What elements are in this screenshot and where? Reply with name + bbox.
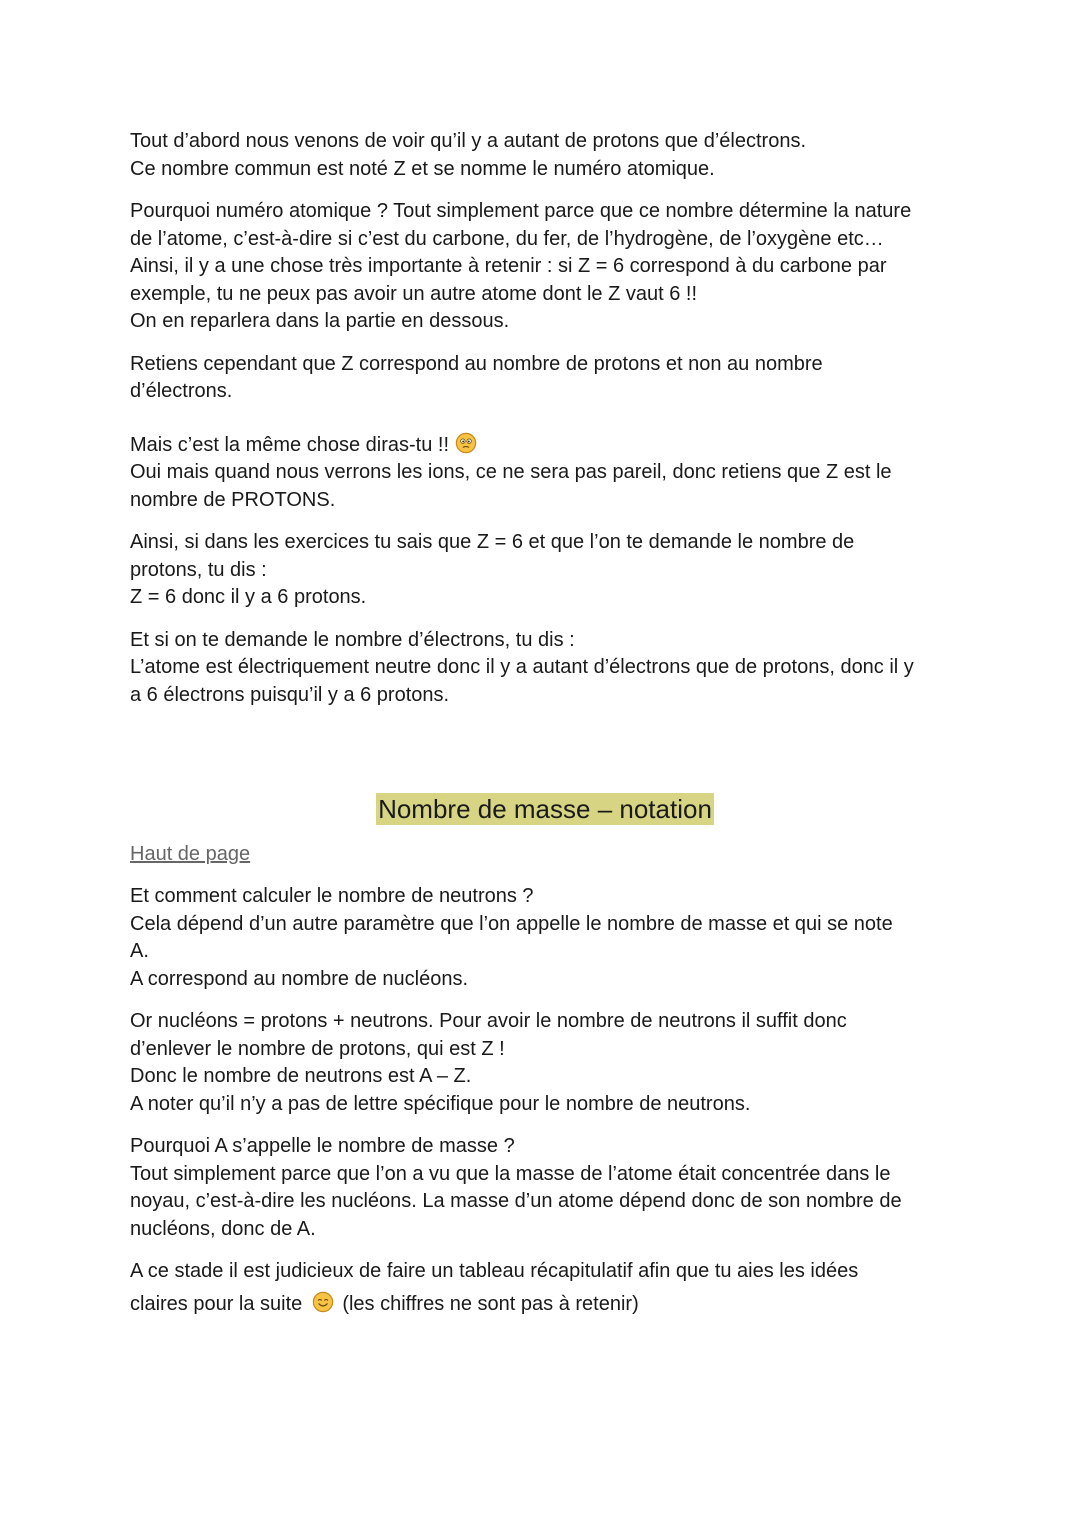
text-line: Ainsi, il y a une chose très importante à retenir : si Z = 6 correspond à du carbone par xyxy=(130,255,887,277)
paragraph-z-protons xyxy=(130,351,960,406)
text-line: claires pour la suite xyxy=(130,1292,303,1315)
text-line: Pourquoi A s’appelle le nombre de masse ? xyxy=(130,1135,515,1157)
smiling-face-icon xyxy=(312,1291,334,1313)
text-line: L’atome est électriquement neutre donc il y a autant d’électrons que de protons, donc il y xyxy=(130,656,914,678)
paragraph-same-thing xyxy=(130,432,960,515)
text-line: nombre de PROTONS. xyxy=(130,488,336,511)
text-line: A noter qu’il n’y a pas de lettre spécifique pour le nombre de neutrons. xyxy=(130,1092,751,1115)
text-line: Et si on te demande le nombre d’électrons, tu dis : xyxy=(130,628,575,651)
paragraph-exercise-protons xyxy=(130,529,960,612)
text-line: Retiens cependant que Z correspond au nombre de protons et non au nombre xyxy=(130,352,823,375)
section-heading-wrapper xyxy=(130,793,960,825)
paragraph-atomic-number-intro xyxy=(130,128,960,183)
paragraph-neutrons-question xyxy=(130,883,960,993)
paragraph-why-atomic-number xyxy=(130,198,960,336)
text-line: On en reparlera dans la partie en dessous. xyxy=(130,310,510,332)
confused-face-icon xyxy=(455,432,477,454)
text-line: Or nucléons = protons + neutrons. Pour avoir le nombre de neutrons il suffit donc xyxy=(130,1010,847,1032)
text-line: Tout simplement parce que l’on a vu que la masse de l’atome était concentrée dans le xyxy=(130,1162,891,1185)
text-line: d’enlever le nombre de protons, qui est Z ! xyxy=(130,1037,505,1060)
top-of-page-link[interactable]: Haut de page xyxy=(130,843,251,865)
text-line: de l’atome, c’est-à-dire si c’est du carbone, du fer, de l’hydrogène, de l’oxygène etc… xyxy=(130,227,884,250)
text-line: Pourquoi numéro atomique ? Tout simplement parce que ce nombre détermine la nature xyxy=(130,200,912,222)
text-line: Ainsi, si dans les exercices tu sais que Z = 6 et que l’on te demande le nombre de xyxy=(130,531,855,553)
paragraph-nucleons xyxy=(130,1008,960,1118)
text-line: Donc le nombre de neutrons est A – Z. xyxy=(130,1065,472,1087)
document-page xyxy=(130,128,960,1337)
text-line: exemple, tu ne peux pas avoir un autre atome dont le Z vaut 6 !! xyxy=(130,282,698,305)
text-line: nucléons, donc de A. xyxy=(130,1217,316,1240)
text-line: Oui mais quand nous verrons les ions, ce ne sera pas pareil, donc retiens que Z est le xyxy=(130,461,892,483)
paragraph-summary-table xyxy=(130,1258,960,1322)
text-line: Z = 6 donc il y a 6 protons. xyxy=(130,586,367,608)
paragraph-exercise-electrons xyxy=(130,627,960,710)
text-line: a 6 électrons puisqu’il y a 6 protons. xyxy=(130,683,450,706)
text-line: Cela dépend d’un autre paramètre que l’on appelle le nombre de masse et qui se note xyxy=(130,912,893,935)
text-line: Mais c’est la même chose diras-tu !! xyxy=(130,433,449,456)
text-line: Et comment calculer le nombre de neutrons ? xyxy=(130,885,534,907)
text-line: d’électrons. xyxy=(130,380,233,402)
text-line: Tout d’abord nous venons de voir qu’il y a autant de protons que d’électrons. xyxy=(130,130,806,152)
text-line: A ce stade il est judicieux de faire un tableau récapitulatif afin que tu aies les idées xyxy=(130,1260,859,1282)
text-line: protons, tu dis : xyxy=(130,558,267,581)
text-line: A correspond au nombre de nucléons. xyxy=(130,967,468,990)
text-line: (les chiffres ne sont pas à retenir) xyxy=(342,1292,639,1315)
text-line-with-emoji xyxy=(130,1286,960,1322)
text-line: A. xyxy=(130,940,149,962)
section-heading: Nombre de masse – notation xyxy=(378,794,712,824)
text-line: noyau, c’est-à-dire les nucléons. La masse d’un atome dépend donc de son nombre de xyxy=(130,1190,902,1212)
text-line-with-emoji xyxy=(130,432,960,460)
text-line: Ce nombre commun est noté Z et se nomme le numéro atomique. xyxy=(130,157,715,180)
paragraph-mass-number xyxy=(130,1133,960,1243)
